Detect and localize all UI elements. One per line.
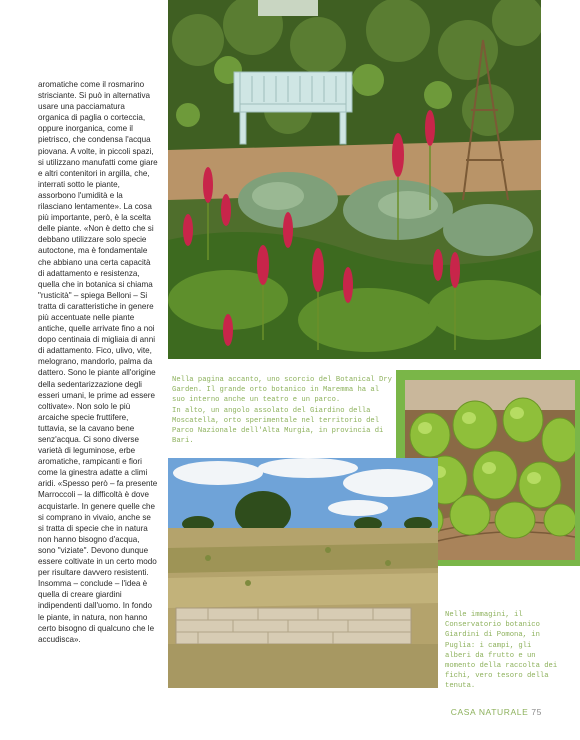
caption-pomona: Nelle immagini, il Conservatorio botanico Giardini di Pomona, in Puglia: i campi, gli alberi da frutto e un momento della raccolta dei fichi, vero tesoro della tenuta. (445, 611, 558, 691)
garden-bench-photo (168, 0, 541, 359)
caption-moscatella: In alto, un angolo assolato del Giardino della Moscatella, orto sperimentale nel territorio del Parco Nazionale dell'Alta Murgia, in provincia di Bari. (172, 406, 384, 446)
article-text: aromatiche come il rosmarino strisciante. Si può in alternativa usare una pacciamatura organica di paglia o corteccia, oppure inorganica, come il pietrisco, che condensa l'acqua piovana. A volte, in piccoli spazi, si utilizzano manufatti come giare e altri contenitori in argilla, che, interrati sotto le piante, assorbono l'umidità e la rilasciano lentamente». La cosa più importante, però, è la scelta delle piante. «Non è detto che si debbano utilizzare solo specie autoctone, ma è fondamentale che abbiano una certa capacità di adattamento e resistenza, quella che in botanica si chiama "rusticità" – spiega Belloni – Si tratta di caratteristiche in genere più accentuate nelle piante antiche, quelle arrivate fino a noi dopo centinaia di migliaia di anni di adattamento. Fico, ulivo, vite, melograno, mandorlo, palma da dattero. Sono le piante all'origine della sedentarizzazione degli esseri umani, le prime ad essere coltivate». Non solo le più arcaiche specie fruttifere, tuttavia, se la cavano bene senz'acqua. Ci sono diverse varietà di leguminose, erbe aromatiche, rampicanti e fiori come la ginestra adatte a climi aridi. «Spesso però – fa presente Marroccoli – la difficoltà è dove acquistarle. In genere quelle che si comprano in vivaio, anche se si tratta di specie che in natura non hanno bisogno d'acqua, sono "viziate". Devono dunque essere coltivate in un certo modo per risultare davvero resistenti. Insomma – conclude – l'idea è quella di creare giardini indipendenti dall'uomo. In fondo le piante, in natura, non hanno certo bisogno di qualcuno che le accudisca». (38, 80, 158, 644)
photo-caption-top (172, 375, 394, 446)
caption-dry-garden: Nella pagina accanto, uno scorcio del Botanical Dry Garden. Il grande orto botanico in Maremma ha al suo interno anche un teatro e un parco. (172, 376, 392, 405)
page-folio (451, 707, 542, 717)
field-stone-wall-photo (168, 458, 438, 688)
page-number: 75 (531, 707, 542, 717)
photo-caption-bottom (445, 610, 560, 692)
magazine-name: CASA NATURALE (450, 707, 529, 717)
article-body-column (38, 79, 158, 645)
